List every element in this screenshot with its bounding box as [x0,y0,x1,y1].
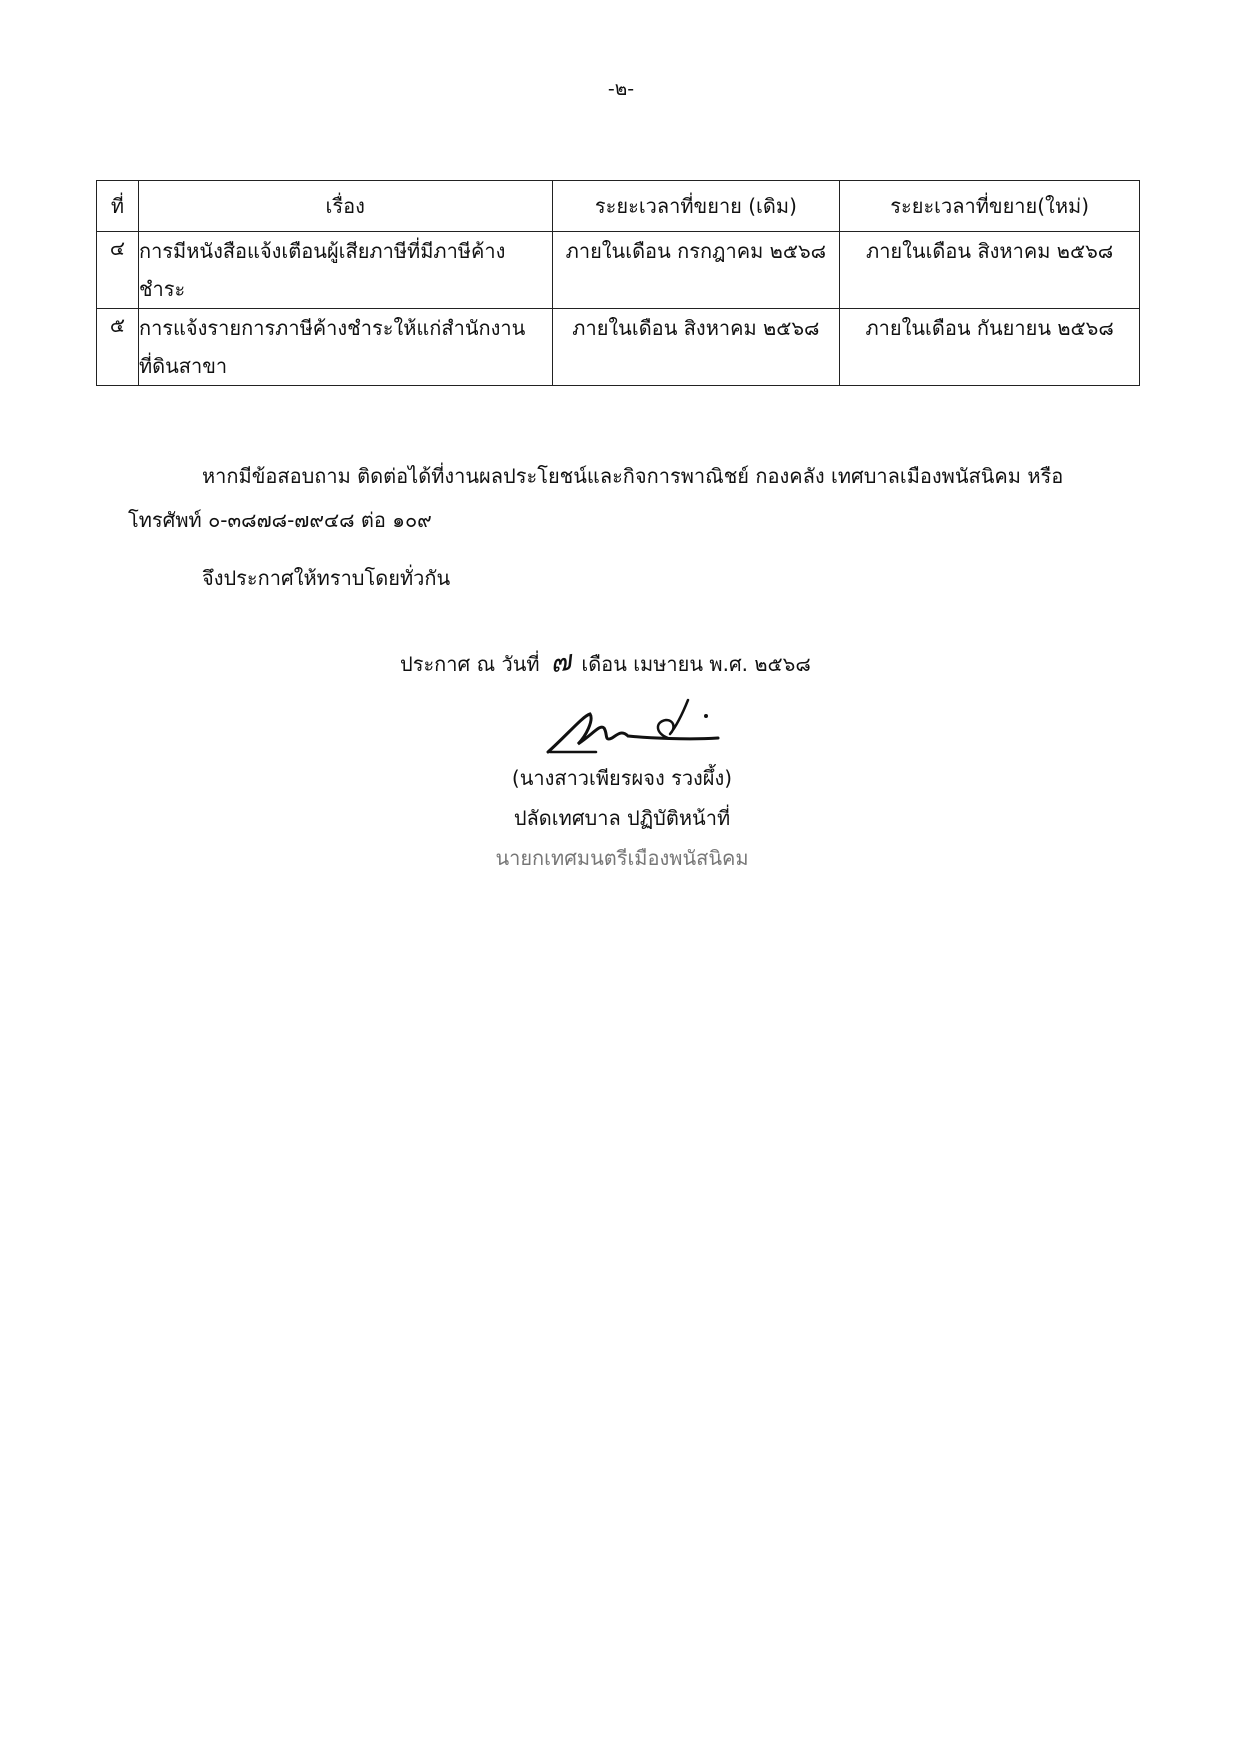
date-prefix: ประกาศ ณ วันที่ [400,652,540,676]
signatory-name: (นางสาวเพียรผจง รวงผึ้ง) [511,766,733,790]
announcement-date [400,640,811,684]
page-number: -๒- [607,78,635,100]
header-old-period: ระยะเวลาที่ขยาย (เดิม) [552,181,840,232]
signature-image [538,694,738,760]
header-subject: เรื่อง [138,181,552,232]
row-subject: การแจ้งรายการภาษีค้างชำระให้แก่สำนักงานที่ดินสาขา [138,309,552,386]
row-subject: การมีหนังสือแจ้งเตือนผู้เสียภาษีที่มีภาษีค้างชำระ [138,232,552,309]
row-new-period: ภายในเดือน สิงหาคม ๒๕๖๘ [840,232,1140,309]
extension-schedule-table [96,180,1140,386]
header-new-period: ระยะเวลาที่ขยาย(ใหม่) [840,181,1140,232]
header-no: ที่ [97,181,139,232]
row-old-period: ภายในเดือน กรกฎาคม ๒๕๖๘ [552,232,840,309]
row-no: ๔ [97,232,139,309]
signatory-acting-as: นายกเทศมนตรีเมืองพนัสนิคม [495,846,749,870]
table-row [97,232,1140,309]
table-row [97,309,1140,386]
row-no: ๕ [97,309,139,386]
handwritten-day: ๗ [547,643,574,680]
contact-paragraph: หากมีข้อสอบถาม ติดต่อได้ที่งานผลประโยชน์และกิจการพาณิชย์ กองคลัง เทศบาลเมืองพนัสนิคม หรือ โทรศัพท์ ๐-๓๘๗๘-๗๙๔๘ ต่อ ๑๐๙ [128,464,1064,532]
row-old-period: ภายในเดือน สิงหาคม ๒๕๖๘ [552,309,840,386]
date-suffix: เดือน เมษายน พ.ศ. ๒๕๖๘ [581,652,811,676]
row-new-period: ภายในเดือน กันยายน ๒๕๖๘ [840,309,1140,386]
signatory-block [0,758,1242,878]
signatory-position: ปลัดเทศบาล ปฏิบัติหน้าที่ [513,806,731,830]
table-header-row [97,181,1140,232]
closing-statement: จึงประกาศให้ทราบโดยทั่วกัน [202,566,451,590]
